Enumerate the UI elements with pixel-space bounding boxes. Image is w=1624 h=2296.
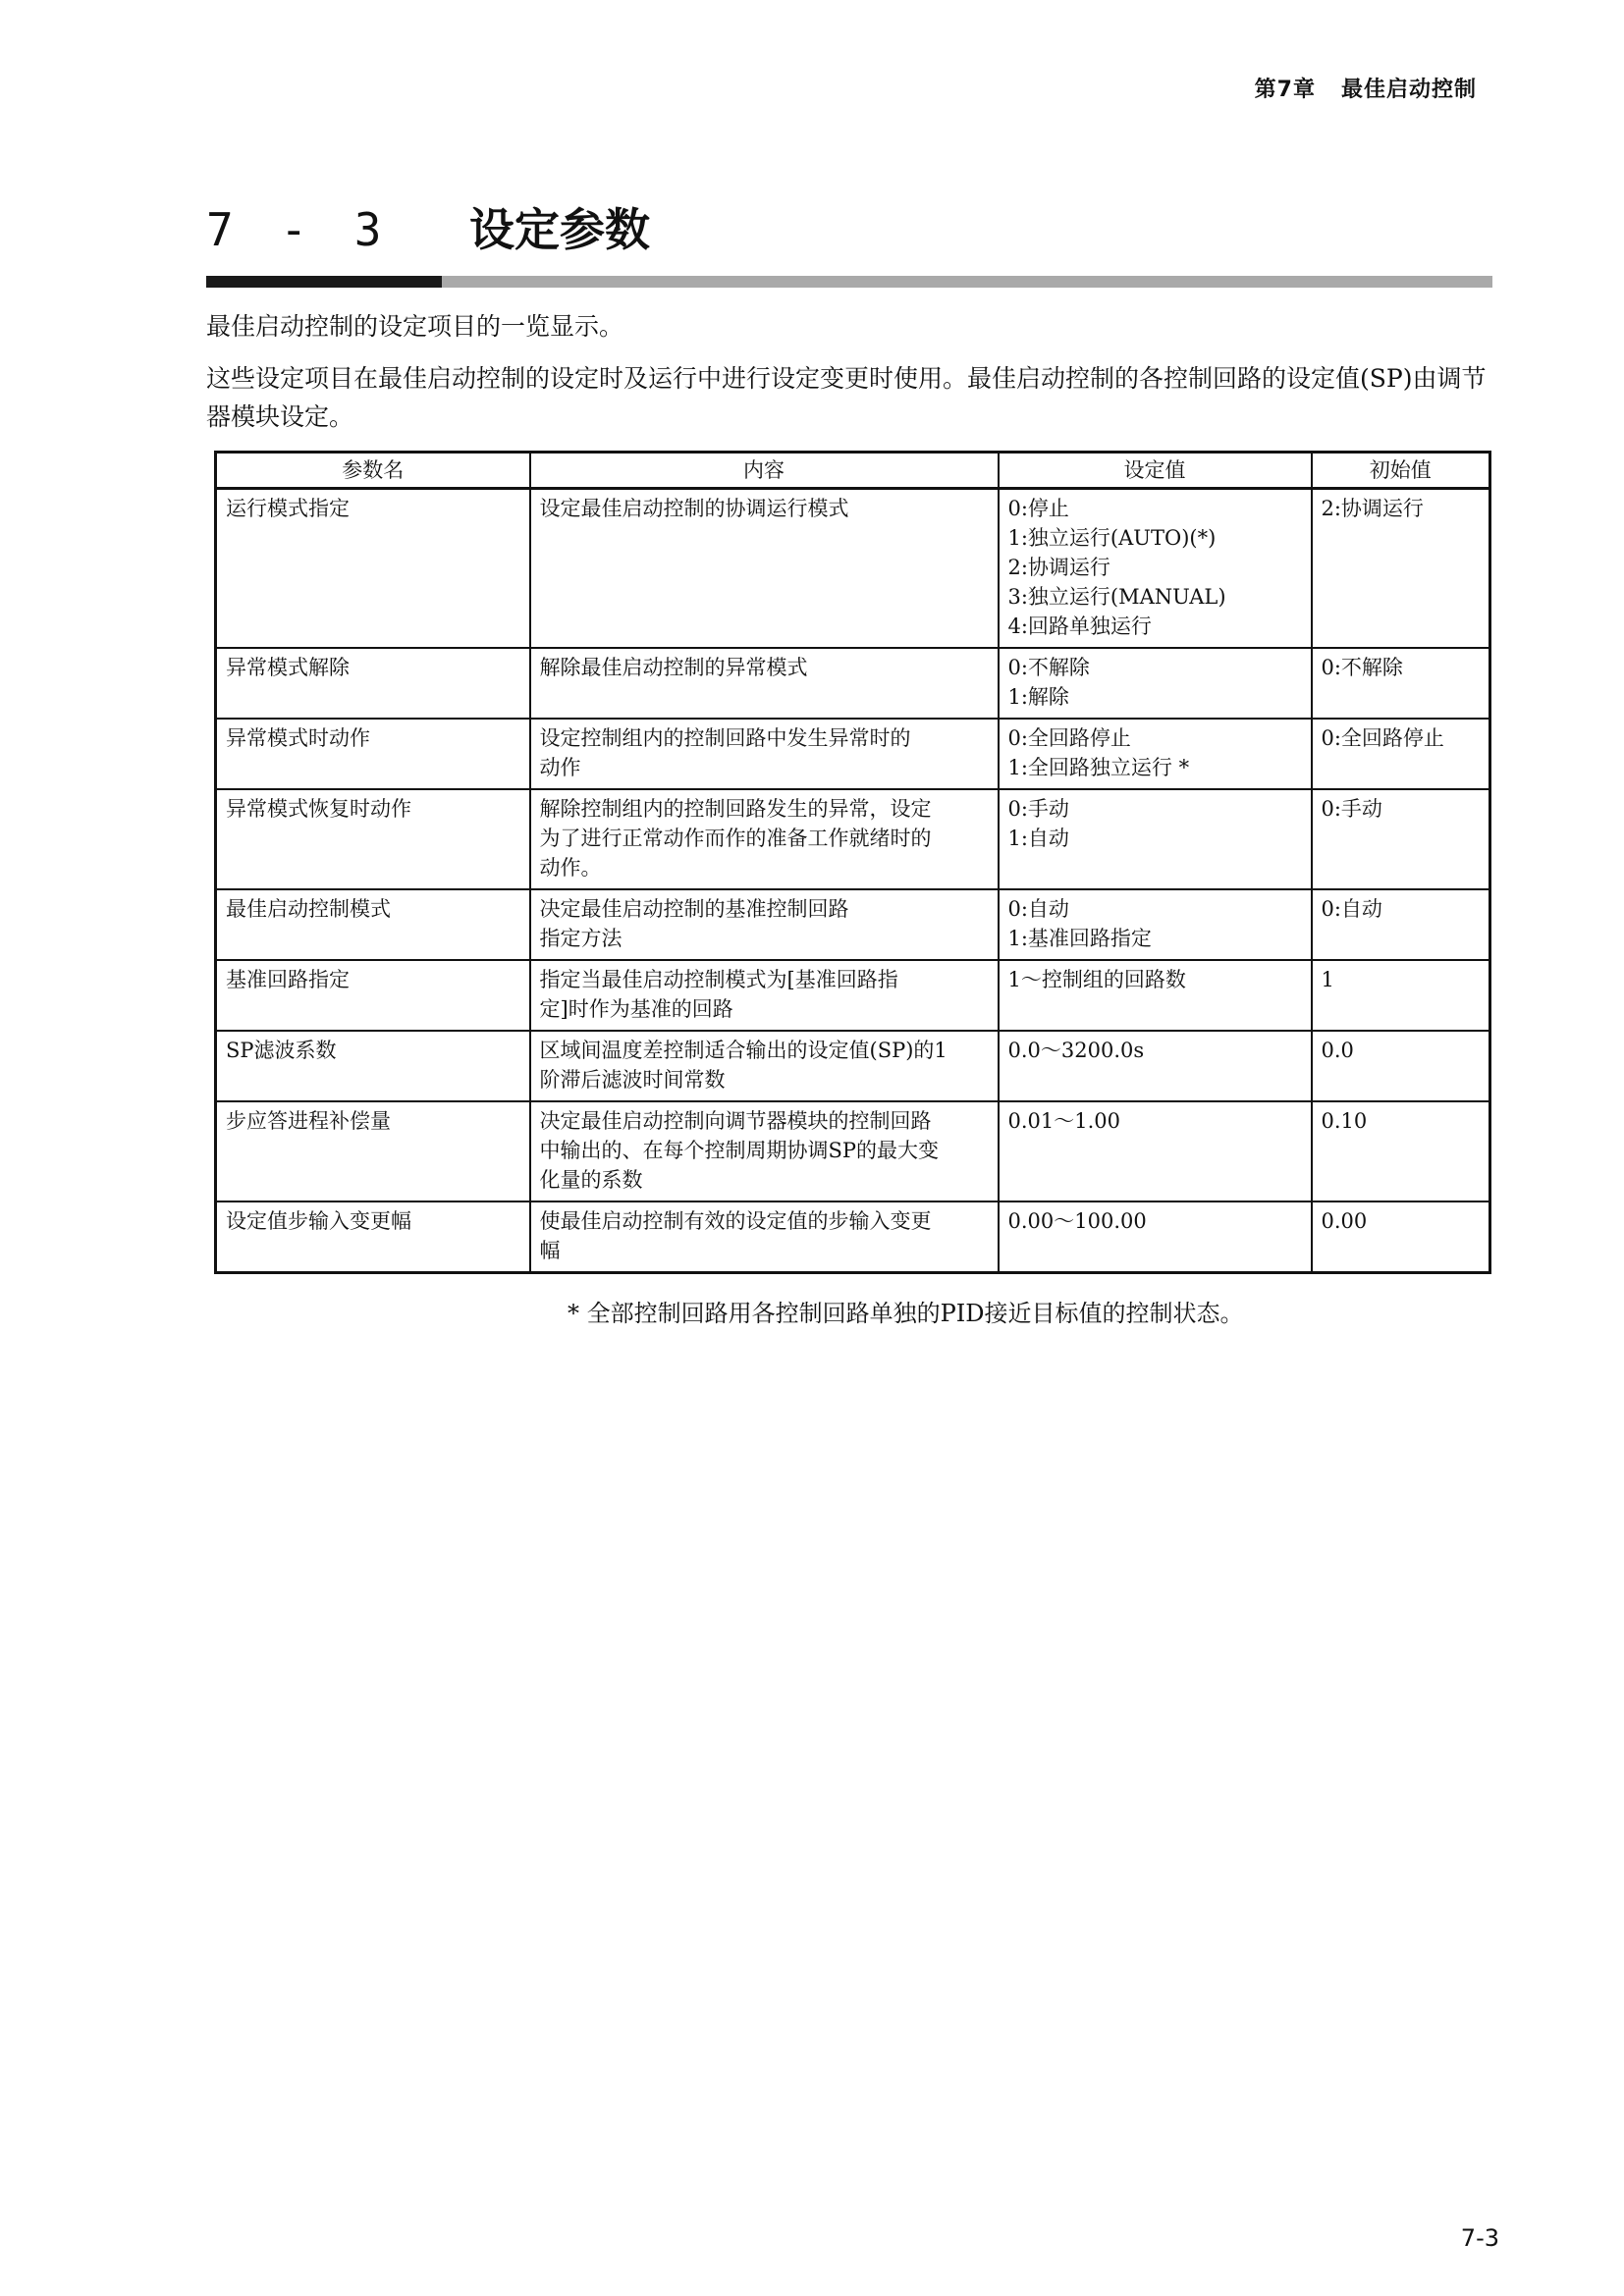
table-row: [216, 1101, 1490, 1201]
table-row: [216, 719, 1490, 789]
table-header-row: [216, 453, 1490, 489]
content-line: 决定最佳启动控制的基准控制回路: [539, 897, 849, 921]
content-line: 使最佳启动控制有效的设定值的步输入变更: [539, 1209, 932, 1233]
setting-option: 1:自动: [1007, 827, 1069, 850]
param-name-cell: 异常模式解除: [216, 648, 530, 719]
section-number: 7 - 3: [206, 203, 392, 256]
param-initial-cell: 0.10: [1312, 1101, 1490, 1201]
param-content-cell: [530, 1101, 999, 1201]
table-row: [216, 648, 1490, 719]
table-row: [216, 1201, 1490, 1273]
param-name-cell: 步应答进程补偿量: [216, 1101, 530, 1201]
setting-option: 1:基准回路指定: [1007, 927, 1152, 950]
content-line: 动作: [539, 756, 581, 779]
intro-paragraph-1: 最佳启动控制的设定项目的一览显示。: [206, 312, 624, 341]
title-rule: [206, 276, 1492, 288]
param-initial-cell: 0:自动: [1312, 889, 1490, 960]
header-param-name: 参数名: [216, 453, 530, 489]
param-settings-cell: [999, 789, 1312, 889]
header-setting-value: 设定值: [999, 453, 1312, 489]
param-name-cell: 异常模式恢复时动作: [216, 789, 530, 889]
param-initial-cell: 0:全回路停止: [1312, 719, 1490, 789]
param-content-cell: [530, 489, 999, 649]
param-name-cell: 运行模式指定: [216, 489, 530, 649]
param-content-cell: [530, 1201, 999, 1273]
param-name-cell: 异常模式时动作: [216, 719, 530, 789]
param-initial-cell: 0.00: [1312, 1201, 1490, 1273]
section-heading: [206, 194, 650, 259]
param-settings-cell: [999, 1201, 1312, 1273]
content-line: 设定最佳启动控制的协调运行模式: [539, 497, 849, 520]
table-row: [216, 960, 1490, 1031]
table-row: [216, 789, 1490, 889]
parameter-table: [214, 451, 1491, 1274]
param-settings-cell: [999, 889, 1312, 960]
setting-option: 1:全回路独立运行 *: [1007, 756, 1190, 779]
content-line: 定]时作为基准的回路: [539, 997, 733, 1021]
setting-option: 0:停止: [1007, 497, 1069, 520]
setting-option: 3:独立运行(MANUAL): [1007, 585, 1226, 609]
param-initial-cell: 0:不解除: [1312, 648, 1490, 719]
content-line: 指定当最佳启动控制模式为[基准回路指: [539, 968, 898, 991]
setting-option: 0.01～1.00: [1007, 1109, 1121, 1133]
param-name-cell: SP滤波系数: [216, 1031, 530, 1101]
content-line: 决定最佳启动控制向调节器模块的控制回路: [539, 1109, 932, 1133]
param-settings-cell: [999, 648, 1312, 719]
footnote: * 全部控制回路用各控制回路单独的PID接近目标值的控制状态。: [568, 1300, 1244, 1327]
setting-option: 0:手动: [1007, 797, 1069, 821]
param-settings-cell: [999, 960, 1312, 1031]
title-rule-accent: [206, 276, 442, 288]
setting-option: 1～控制组的回路数: [1007, 968, 1186, 991]
setting-option: 2:协调运行: [1007, 556, 1110, 579]
param-settings-cell: [999, 1101, 1312, 1201]
param-name-cell: 最佳启动控制模式: [216, 889, 530, 960]
table-body: [216, 489, 1490, 1273]
content-line: 阶滞后滤波时间常数: [539, 1068, 726, 1092]
param-initial-cell: 0:手动: [1312, 789, 1490, 889]
content-line: 为了进行正常动作而作的准备工作就绪时的: [539, 827, 932, 850]
setting-option: 0:全回路停止: [1007, 726, 1131, 750]
param-settings-cell: [999, 719, 1312, 789]
param-content-cell: [530, 648, 999, 719]
param-initial-cell: 2:协调运行: [1312, 489, 1490, 649]
header-content: 内容: [530, 453, 999, 489]
table-row: [216, 889, 1490, 960]
param-content-cell: [530, 889, 999, 960]
param-settings-cell: [999, 1031, 1312, 1101]
header-initial-value: 初始值: [1312, 453, 1490, 489]
content-line: 指定方法: [539, 927, 623, 950]
content-line: 设定控制组内的控制回路中发生异常时的: [539, 726, 911, 750]
setting-option: 1:解除: [1007, 685, 1069, 709]
content-line: 区域间温度差控制适合输出的设定值(SP)的1: [539, 1039, 947, 1062]
param-content-cell: [530, 719, 999, 789]
content-line: 中输出的、在每个控制周期协调SP的最大变: [539, 1139, 940, 1162]
chapter-title: 最佳启动控制: [1340, 78, 1477, 102]
setting-option: 1:独立运行(AUTO)(*): [1007, 526, 1217, 550]
table-row: [216, 1031, 1490, 1101]
chapter-number: 第7章: [1254, 78, 1316, 102]
setting-option: 4:回路单独运行: [1007, 614, 1152, 638]
table-row: [216, 489, 1490, 649]
setting-option: 0:不解除: [1007, 656, 1090, 679]
section-title: 设定参数: [469, 203, 650, 256]
page-number: 7-3: [1460, 2224, 1499, 2252]
content-line: 幅: [539, 1239, 561, 1262]
setting-option: 0.0～3200.0s: [1007, 1039, 1145, 1062]
param-content-cell: [530, 1031, 999, 1101]
setting-option: 0.00～100.00: [1007, 1209, 1147, 1233]
content-line: 解除控制组内的控制回路发生的异常，设定: [539, 797, 932, 821]
param-initial-cell: 1: [1312, 960, 1490, 1031]
param-settings-cell: [999, 489, 1312, 649]
content-line: 解除最佳启动控制的异常模式: [539, 656, 808, 679]
param-content-cell: [530, 960, 999, 1031]
intro-paragraph-2: 这些设定项目在最佳启动控制的设定时及运行中进行设定变更时使用。最佳启动控制的各控制回路的设定值(SP)由调节器模块设定。: [206, 364, 1487, 431]
content-line: 动作。: [539, 856, 602, 880]
setting-option: 0:自动: [1007, 897, 1069, 921]
param-content-cell: [530, 789, 999, 889]
param-name-cell: 基准回路指定: [216, 960, 530, 1031]
param-name-cell: 设定值步输入变更幅: [216, 1201, 530, 1273]
param-initial-cell: 0.0: [1312, 1031, 1490, 1101]
chapter-header: [1255, 73, 1477, 103]
content-line: 化量的系数: [539, 1168, 643, 1192]
